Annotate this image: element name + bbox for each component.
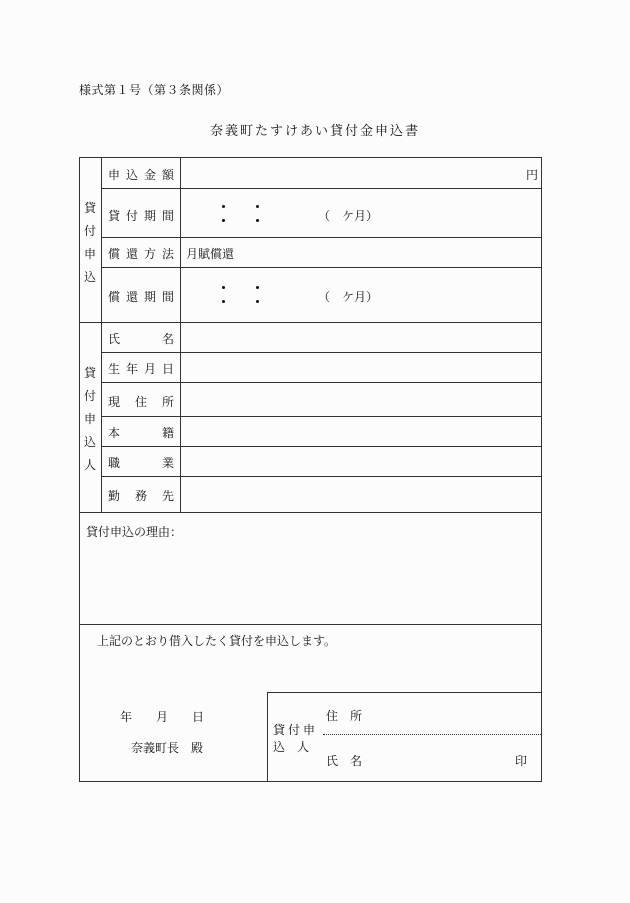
- signature-box-top: [267, 692, 542, 693]
- date-dot: [256, 286, 259, 289]
- birth-date-label: 生 年 月 日: [108, 362, 174, 376]
- date-dot: [256, 205, 259, 208]
- section-divider: [79, 322, 542, 323]
- date-dot: [222, 205, 225, 208]
- addressee: 奈義町長 殿: [131, 741, 204, 755]
- column-divider: [101, 157, 102, 512]
- address-label: 現 住 所: [108, 395, 174, 409]
- date-dot: [256, 219, 259, 222]
- signature-applicant-label-2: 込 人: [273, 740, 310, 754]
- date-dot: [222, 300, 225, 303]
- signature-address-label: 住 所: [326, 709, 363, 723]
- row-divider: [101, 476, 542, 477]
- loan-period-label: 貸 付 期 間: [108, 209, 174, 223]
- row-divider: [101, 382, 542, 383]
- workplace-label: 勤 務 先: [108, 489, 174, 503]
- section-divider: [79, 512, 542, 513]
- row-divider: [101, 188, 542, 189]
- seal-label: 印: [515, 754, 528, 768]
- applicant-group-label: 貸 付 申 込 人: [83, 366, 96, 472]
- row-divider: [101, 416, 542, 417]
- repayment-period-label: 償 還 期 間: [108, 290, 174, 304]
- date-dot: [222, 219, 225, 222]
- signature-name-label: 氏 名: [326, 754, 363, 768]
- row-divider: [101, 446, 542, 447]
- date-line: 年 月 日: [120, 710, 205, 724]
- amount-label: 申 込 金 額: [108, 168, 174, 182]
- repayment-method-value: 月賦償還: [186, 247, 235, 261]
- date-dot: [256, 300, 259, 303]
- section-divider: [79, 624, 542, 625]
- row-divider: [101, 267, 542, 268]
- row-divider: [101, 237, 542, 238]
- loan-group-label: 貸 付 申 込: [83, 201, 96, 284]
- date-dot: [222, 286, 225, 289]
- column-divider: [180, 157, 181, 512]
- amount-unit: 円: [526, 168, 539, 182]
- repayment-method-label: 償 還 方 法: [108, 247, 174, 261]
- domicile-label: 本 籍: [108, 426, 174, 440]
- address-input-line[interactable]: [323, 734, 541, 735]
- reason-label: 貸付申込の理由：: [86, 525, 183, 539]
- loan-period-months: （ ケ月）: [318, 209, 379, 223]
- signature-applicant-label-1: 貸付申: [273, 723, 319, 737]
- name-label: 氏 名: [108, 332, 174, 346]
- form-number: 様式第１号（第３条関係）: [79, 83, 230, 97]
- repayment-period-months: （ ケ月）: [318, 290, 379, 304]
- page-title: 奈義町たすけあい貸付金申込書: [209, 124, 420, 139]
- declaration-text: 上記のとおり借入したく貸付を申込します。: [97, 634, 337, 648]
- occupation-label: 職 業: [108, 456, 174, 470]
- signature-box-left: [267, 692, 268, 782]
- row-divider: [101, 352, 542, 353]
